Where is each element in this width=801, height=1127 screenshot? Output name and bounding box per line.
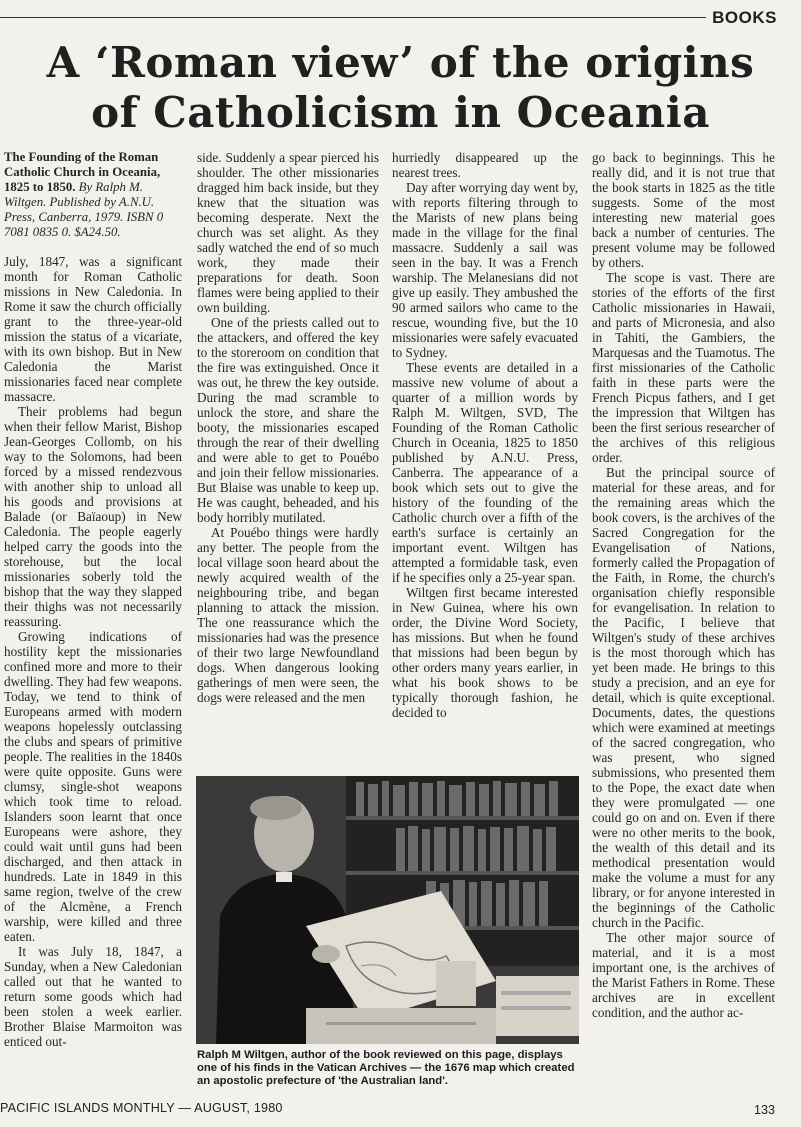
author-photo [196,776,579,1044]
column-3 [392,150,578,720]
headline [0,38,801,138]
paragraph: go back to beginnings. This he really did, and it is not true that the book starts in 1825 as the title suggests. Some of the most interesting new material goes back a number of centuries. The present volume may be followed by others. [592,150,775,270]
paragraph: side. Suddenly a spear pierced his shoulder. The other missionaries dragged him back inside, but they knew that the situation was becoming desperate. Next the church was set alight. As they sadly watched the end of so much work, they made their preparations for death. Soon flames were being applied to their own building. [197,150,379,315]
paragraph: Day after worrying day went by, with reports filtering through to the Marists of new plans being made in the village for the final massacre. Suddenly a sail was seen in the bay. It was a French warship. The Melanesians did not give up easily. They ambushed the 90 armed sailors who came to the rescue, wounding five, but the 10 missionaries were safely evacuated to Sydney. [392,180,578,360]
paragraph: But the principal source of material for these areas, and for the remaining areas which the book covers, is the archives of the Sacred Congregation for the Evangelisation of Nations, formerly called the Propagation of the Faith, in Rome, the church's organisation chiefly responsible for evangelisation. In relation to the Pacific, I believe that Wiltgen's study of these archives is the most thorough which has yet been made. He brings to this study a precision, and an eye for detail, which is quite exceptional. Documents, dates, the questions which were examined at meetings of the sacred congregation, who was present, who signed submissions, who presented them to the Pope, the exact date when they were promulgated — one could go on and on. Even if there were no other merits to the book, the wealth of this detail and its methodical presentation would make the volume a must for any library, or for anyone interested in the beginnings of the Catholic church in the Pacific. [592,465,775,930]
paragraph: The scope is vast. There are stories of the efforts of the first Catholic missionaries in Hawaii, and parts of Micronesia, and also in Tahiti, the Gambiers, the Marquesas and the Tuamotus. The first missionaries of the Catholic faith in these parts were the French Picpus fathers, and I get the impression that Wiltgen has been the first serious researcher of the archives of this religious order. [592,270,775,465]
paragraph: These events are detailed in a massive new volume of about a quarter of a million words by Ralph M. Wiltgen, SVD, The Founding of the Roman Catholic Church in Oceania, 1825 to 1850 published by A.N.U. Press, Canberra. The appearance of a book which sets out to give the history of the founding of the Catholic church over a fifth of the earth's surface is certainly an important event. Wiltgen has attempted a formidable task, even if he specifies only a 25-year span. [392,360,578,585]
paragraph: July, 1847, was a significant month for Roman Catholic missions in New Caledonia. In Rome it saw the church officially grant to the three-year-old mission the status of a vicariate, with its own bishop. But in New Caledonia the Marist missionaries faced near complete massacre. [4,254,182,404]
book-details [4,150,182,240]
paragraph: At Pouébo things were hardly any better. The people from the local village soon heard about the newly acquired wealth of the neighbouring tribe, and began planning to attack the mission. The one reassurance which the missionaries had was the presence of their two large Newfoundland dogs. When dangerous looking gatherings of men were seen, the dogs were released and the men [197,525,379,705]
paragraph: Growing indications of hostility kept the missionaries confined more and more to their dwelling. They had few weapons. Today, we tend to think of Europeans armed with modern weapons hopelessly outclassing the clubs and spears of primitive people. The realities in the 1840s were quite opposite. Guns were clumsy, single-shot weapons which took time to reload. Islanders soon learnt that once Europeans were ashore, they could wait until guns had been discharged, and then attack in hundreds. Late in 1849 in this same region, twelve of the crew of the Alcmène, a French warship, were killed and three eaten. [4,629,182,944]
paragraph: The other major source of material, and it is a most important one, is the archives of the Marist Fathers in Rome. These archives are in excellent condition, and the author ac- [592,930,775,1020]
author-photo-image [196,776,579,1044]
paragraph: Their problems had begun when their fellow Marist, Bishop Jean-Georges Collomb, on his way to the Solomons, had been forced by a missed rendezvous with another ship to unload all his goods and provisions at Balade (or Baïaoup) in New Caledonia. The people eagerly helped carry the goods into the storehouse, but the local missionaries soberly told the bishop that the way they slapped their thighs was not necessarily reassuring. [4,404,182,629]
column-4 [592,150,775,1020]
footer-publication: PACIFIC ISLANDS MONTHLY — AUGUST, 1980 [0,1101,283,1115]
paragraph: Wiltgen first became interested in New Guinea, where his own order, the Divine Word Society, has missions. But when he found that missions had been begun by other orders many years earlier, in what his book shows to be typically thorough fashion, he decided to [392,585,578,720]
book-title: The Founding of the Roman Catholic Church in Oceania, 1825 to 1850. [4,150,161,194]
column-2 [197,150,379,705]
headline-line-2: of Catholicism in Oceania [91,88,710,137]
book-publication-details: By Ralph M. Wiltgen. Published by A.N.U. Press, Canberra, 1979. ISBN 0 7081 0835 0. $A24.50. [4,180,164,239]
column-1 [4,150,182,1049]
header-rule [0,17,706,18]
paragraph: It was July 18, 1847, a Sunday, when a New Caledonian called out that he wanted to return some goods which had been stolen a week earlier. Brother Blaise Marmoiton was enticed out- [4,944,182,1049]
paragraph: One of the priests called out to the attackers, and offered the key to the storeroom on condition that the fire was extinguished. Once it was out, he threw the key outside. During the mad scramble to unlock the store, and share the booty, the missionaries escaped through the rear of their dwelling and were able to get to Pouébo and join their fellow missionaries. But Blaise was unable to keep up. He was caught, beheaded, and his body horribly mutilated. [197,315,379,525]
section-label: BOOKS [712,8,777,27]
paragraph: hurriedly disappeared up the nearest trees. [392,150,578,180]
headline-line-1: A ‘Roman view’ of the origins [46,38,755,87]
page-number: 133 [753,1103,775,1117]
photo-caption: Ralph M Wiltgen, author of the book reviewed on this page, displays one of his finds in the Vatican Archives — the 1676 map which created an apostolic prefecture of 'the Australian land'. [197,1049,575,1087]
